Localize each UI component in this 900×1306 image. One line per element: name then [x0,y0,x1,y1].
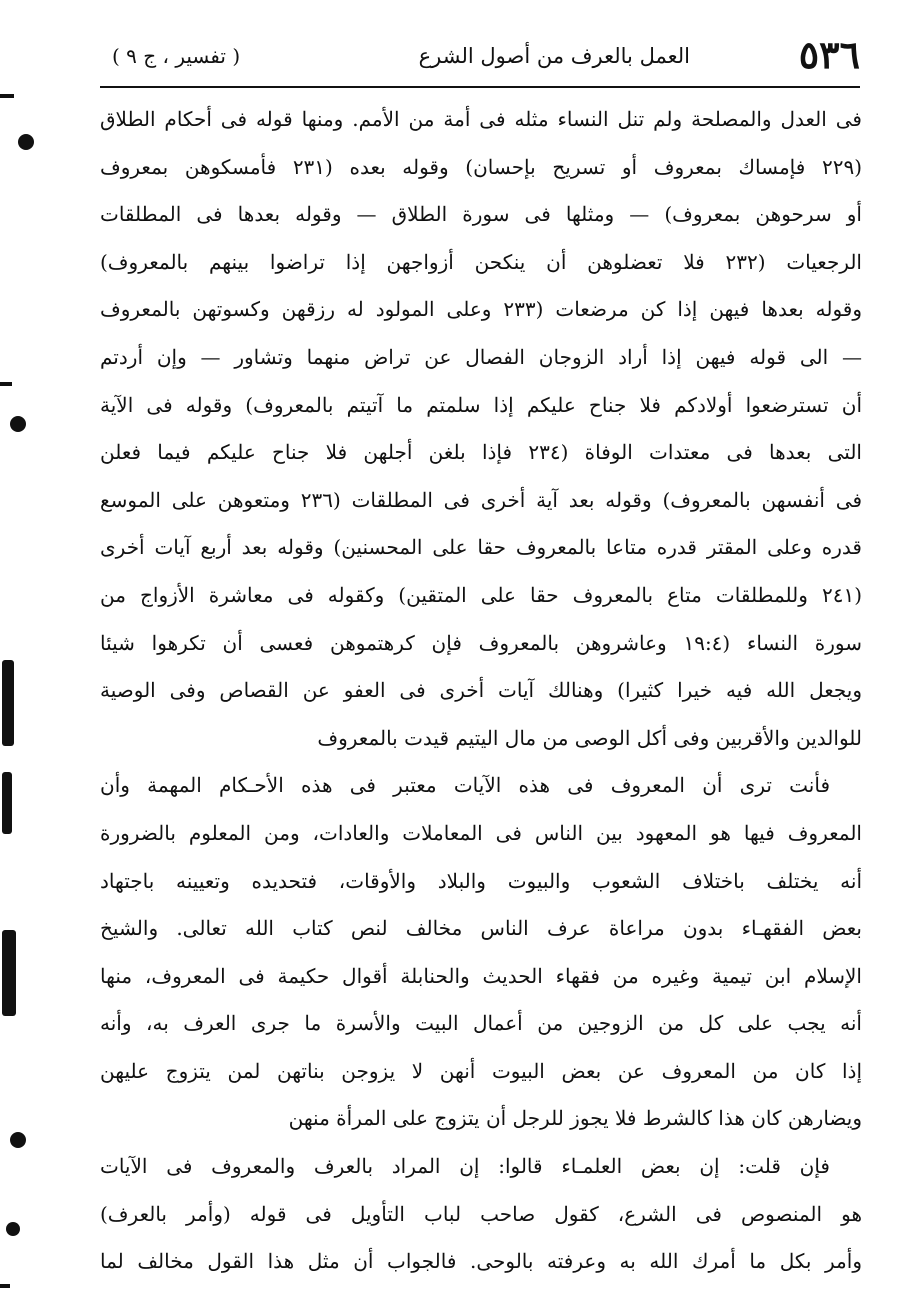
scan-edge-mark [2,930,16,1016]
page-number: ٥٣٦ [798,32,860,77]
text-line: ويجعل الله فيه خيرا كثيرا) وهنالك آيات أخرى فى العفو عن القصاص وفى الوصية [100,678,862,703]
body-text [100,96,862,1286]
text-line: المعروف فيها هو المعهود بين الناس فى المعاملات والعادات، ومن المعلوم بالضرورة [100,820,862,845]
scan-edge-mark [0,1284,10,1288]
text-line: (٢٢٩ فإمساك بمعروف أو تسريح بإحسان) وقوله بعده (٢٣١ فأمسكوهن بمعروف [100,154,862,179]
text-line: أو سرحوهن بمعروف) — ومثلها فى سورة الطلاق — وقوله بعدها فى المطلقات [100,202,862,227]
text-line: فى أنفسهن بالمعروف) وقوله بعد آية أخرى فى المطلقات (٢٣٦ ومتعوهن على الموسع [100,487,862,512]
text-line: فإن قلت: إن بعض العلمـاء قالوا: إن المراد بالعرف والمعروف فى الآيات [100,1154,830,1179]
page-header [100,30,860,86]
text-line: أنه يختلف باختلاف الشعوب والبيوت والبلاد والأوقات، فتحديده وتعيينه باجتهاد [100,868,862,893]
text-line: الرجعيات (٢٣٢ فلا تعضلوهن أن ينكحن أزواجهن إذا تراضوا بينهم بالمعروف) [100,249,862,274]
text-line: قدره وعلى المقتر قدره متاعا بالمعروف حقا على المحسنين) وقوله بعد أربع آيات أخرى [100,535,862,560]
text-line: الإسلام ابن تيمية وغيره من فقهاء الحديث والحنابلة أقوال حكيمة فى المعروف، منها [100,963,862,988]
punch-hole-mark [10,416,26,432]
text-line: (٢٤١ وللمطلقات متاع بالمعروف حقا على المتقين) وكقوله فى معاشرة الأزواج من [100,582,862,607]
text-line: سورة النساء (١٩:٤ وعاشروهن بالمعروف فإن كرهتموهن فعسى أن تكرهوا شيئا [100,630,862,655]
text-line: التى بعدها فى معتدات الوفاة (٢٣٤ فإذا بلغن أجلهن فلا جناح عليكم فيما فعلن [100,440,862,465]
scan-edge-mark [2,660,14,746]
scan-edge-mark [0,94,14,98]
text-line: أنه يجب على كل من الزوجين من أعمال البيت والأسرة ما جرى العرف به، وأنه [100,1011,862,1036]
scan-edge-mark [0,382,12,386]
punch-hole-mark [10,1132,26,1148]
text-line: بعض الفقهـاء بدون مراعاة عرف الناس مخالف لنص كتاب الله تعالى. والشيخ [100,916,862,941]
text-line: هو المنصوص فى الشرع، كقول صاحب لباب التأويل فى قوله (وأمر بالعرف) [100,1201,862,1226]
text-line: وأمر بكل ما أمرك الله به وعرفته بالوحى. فالجواب أن مثل هذا القول مخالف لما [100,1249,862,1274]
text-line: إذا كان من المعروف عن بعض البيوت أنهن لا يزوجن بناتهن لمن يتزوج عليهن [100,1058,862,1083]
text-line: للوالدين والأقربين وفى أكل الوصى من مال اليتيم قيدت بالمعروف [317,725,862,750]
punch-hole-mark [6,1222,20,1236]
text-line: فأنت ترى أن المعروف فى هذه الآيات معتبر فى هذه الأحـكام المهمة وأن [100,773,830,798]
text-line: أن تسترضعوا أولادكم فلا جناح عليكم إذا سلمتم ما آتيتم بالمعروف) وقوله فى الآية [100,392,862,417]
text-line: ويضارهن كان هذا كالشرط فلا يجوز للرجل أن يتزوج على المرأة منهن [288,1106,862,1131]
section-label: ( تفسير ، ج ٩ ) [112,44,241,68]
scan-edge-mark [2,772,12,834]
text-line: — الى قوله فيهن إذا أراد الزوجان الفصال عن تراض منهما وتشاور — وإن أردتم [100,344,862,369]
header-divider [100,86,860,88]
punch-hole-mark [18,134,34,150]
text-line: وقوله بعدها فيهن إذا كن مرضعات (٢٣٣ وعلى المولود له رزقهن وكسوتهن بالمعروف [100,297,862,322]
running-title: العمل بالعرف من أصول الشرع [418,44,690,68]
text-line: فى العدل والمصلحة ولم تنل النساء مثله فى أمة من الأمم. ومنها قوله فى أحكام الطلاق [100,107,862,131]
